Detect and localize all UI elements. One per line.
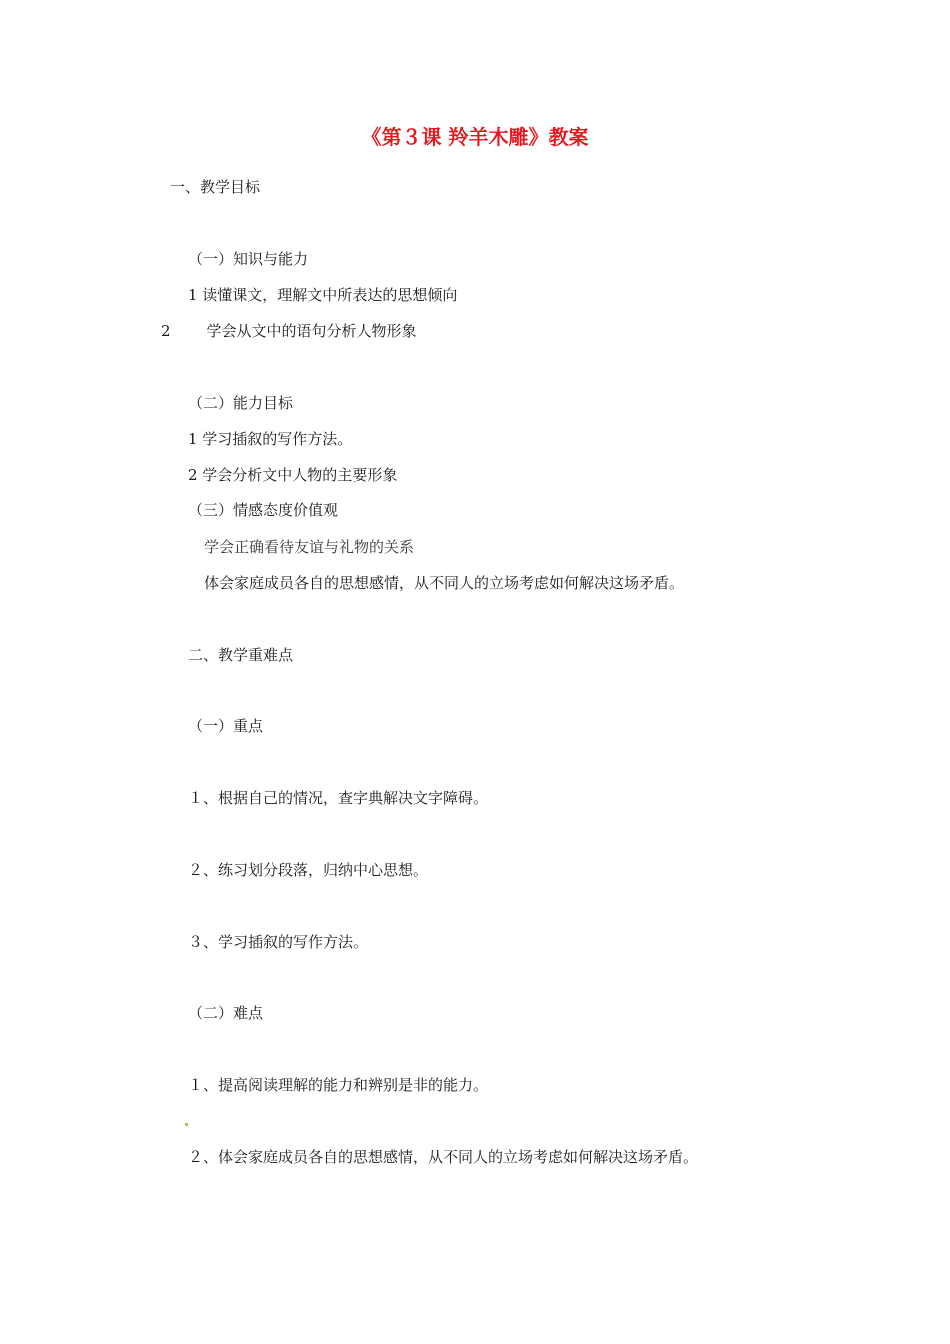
list-item: 学会正确看待友谊与礼物的关系 [204, 538, 415, 556]
list-item: １、根据自己的情况，查字典解决文字障碍。 [188, 789, 489, 807]
subheading-knowledge-ability: （一）知识与能力 [188, 250, 309, 268]
subheading-ability-goals: （二）能力目标 [188, 394, 294, 412]
list-item-number: 2 [161, 322, 171, 340]
document-title: 《第３课 羚羊木雕》教案 [361, 125, 589, 149]
list-item: 体会家庭成员各自的思想感情，从不同人的立场考虑如何解决这场矛盾。 [204, 574, 685, 592]
list-item: 1 学习插叙的写作方法。 [188, 430, 353, 448]
subheading-key-points: （一）重点 [188, 717, 264, 735]
list-item: ２、练习划分段落，归纳中心思想。 [188, 861, 429, 879]
subheading-emotion-values: （三）情感态度价值观 [188, 501, 339, 519]
list-item: １、提高阅读理解的能力和辨别是非的能力。 [188, 1076, 489, 1094]
subheading-difficult-points: （二）难点 [188, 1004, 264, 1022]
list-item: 2 学会分析文中人物的主要形象 [188, 466, 398, 484]
section-heading-key-difficult-points: 二、教学重难点 [188, 646, 294, 664]
list-item: 1 读懂课文，理解文中所表达的思想倾向 [188, 286, 458, 304]
list-item: ２、体会家庭成员各自的思想感情，从不同人的立场考虑如何解决这场矛盾。 [188, 1148, 699, 1166]
list-item: ３、学习插叙的写作方法。 [188, 933, 369, 951]
list-item-text: 学会从文中的语句分析人物形象 [206, 322, 417, 340]
stray-mark [185, 1123, 188, 1126]
list-item [161, 321, 417, 341]
section-heading-teaching-goals: 一、教学目标 [170, 178, 261, 196]
